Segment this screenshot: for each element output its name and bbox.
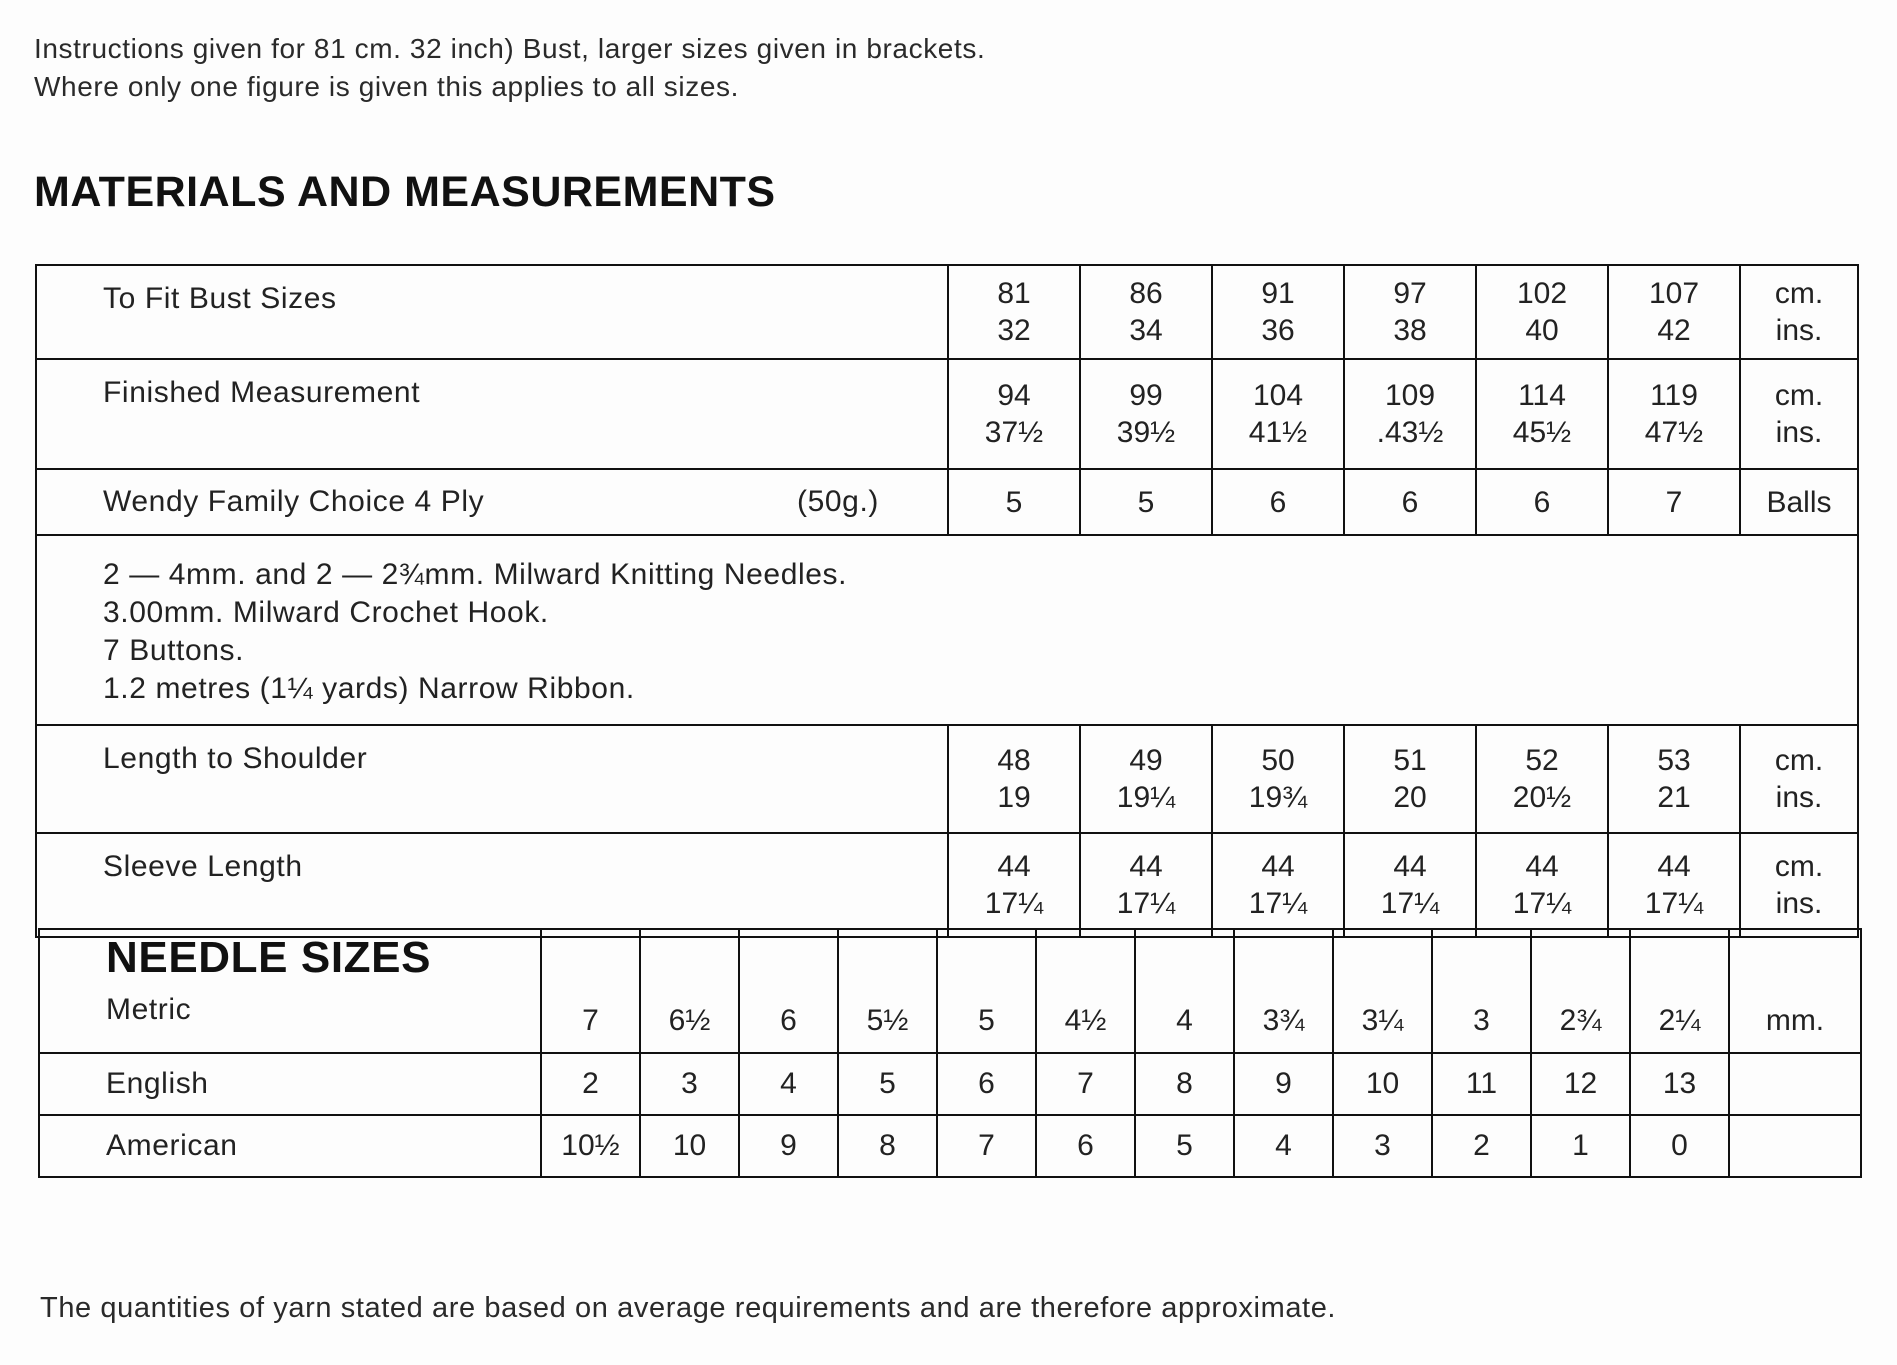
finished-cm-value: 109 [1384,379,1436,412]
section-heading: MATERIALS AND MEASUREMENTS [34,168,776,216]
bust-value-cell [1212,265,1344,359]
bust-value-cell [1608,265,1740,359]
needle-sizes-table [38,928,1862,1178]
metric-label: Metric [106,993,192,1026]
finished-label: Finished Measurement [36,359,948,469]
shoulder-cm-value: 50 [1261,744,1295,777]
finished-unit-cell [1740,359,1858,469]
yarn-label-cell [36,469,948,535]
row-english [39,1053,1861,1115]
intro-text [34,30,985,106]
finished-cm-value: 114 [1518,379,1566,412]
finished-cm-value: 104 [1252,379,1304,412]
sleeve-value-cell [1344,833,1476,937]
materials-list [36,535,1858,725]
bust-ins-value: 40 [1525,314,1559,347]
sleeve-label: Sleeve Length [36,833,948,937]
shoulder-cm-value: 48 [997,744,1031,777]
english-size: 9 [1234,1053,1333,1115]
row-american [39,1115,1861,1177]
metric-size: 3 [1432,929,1531,1053]
english-size: 6 [937,1053,1036,1115]
bust-value-cell [1344,265,1476,359]
bust-cm-value: 91 [1261,277,1295,310]
bust-value-cell [1476,265,1608,359]
metric-size: 3¾ [1234,929,1333,1053]
american-size: 1 [1531,1115,1630,1177]
bust-unit-cell [1740,265,1858,359]
american-size: 8 [838,1115,937,1177]
shoulder-ins-value: 19¾ [1248,781,1308,814]
american-size: 7 [937,1115,1036,1177]
sleeve-cm-value: 44 [1525,850,1559,883]
sleeve-cm-value: 44 [1657,850,1691,883]
shoulder-cm-value: 53 [1657,744,1691,777]
bust-unit-cm: cm. [1774,277,1824,310]
metric-size: 7 [541,929,640,1053]
materials-item: 7 Buttons. [103,634,245,667]
bust-cm-value: 97 [1393,277,1427,310]
footer-note: The quantities of yarn stated are based on average requirements and are therefore approximate. [40,1292,1337,1324]
materials-item: 3.00mm. Milward Crochet Hook. [103,596,549,629]
yarn-balls-value: 7 [1608,469,1740,535]
finished-ins-value: 39½ [1116,416,1176,449]
sleeve-cm-value: 44 [1393,850,1427,883]
metric-size: 6 [739,929,838,1053]
finished-cm-value: 94 [997,379,1031,412]
row-yarn [36,469,1858,535]
yarn-weight: (50g.) [797,485,879,518]
yarn-balls-value: 6 [1344,469,1476,535]
sleeve-value-cell [1476,833,1608,937]
bust-ins-value: 36 [1261,314,1295,347]
intro-line-2: Where only one figure is given this applies to all sizes. [34,71,739,102]
row-bust [36,265,1858,359]
measurements-table [35,264,1859,938]
needle-sizes-title: NEEDLE SIZES [106,933,432,982]
finished-ins-value: 47½ [1644,416,1704,449]
sleeve-ins-value: 17¼ [984,887,1044,920]
bust-value-cell [1080,265,1212,359]
american-size: 3 [1333,1115,1432,1177]
english-size: 3 [640,1053,739,1115]
bust-cm-value: 102 [1516,277,1568,310]
sleeve-value-cell [1080,833,1212,937]
shoulder-label: Length to Shoulder [36,725,948,833]
finished-value-cell [1608,359,1740,469]
sleeve-ins-value: 17¼ [1512,887,1572,920]
american-size: 2 [1432,1115,1531,1177]
sleeve-cm-value: 44 [997,850,1031,883]
english-size: 4 [739,1053,838,1115]
metric-size: 6½ [640,929,739,1053]
bust-value-cell [948,265,1080,359]
shoulder-ins-value: 20 [1393,781,1427,814]
shoulder-value-cell [948,725,1080,833]
english-size: 11 [1432,1053,1531,1115]
shoulder-cm-value: 52 [1525,744,1559,777]
metric-size: 4½ [1036,929,1135,1053]
shoulder-ins-value: 21 [1657,781,1691,814]
metric-unit: mm. [1729,929,1861,1053]
american-size: 5 [1135,1115,1234,1177]
sleeve-value-cell [1608,833,1740,937]
american-unit-empty [1729,1115,1861,1177]
metric-size: 2¼ [1630,929,1729,1053]
yarn-balls-value: 5 [948,469,1080,535]
metric-size: 5½ [838,929,937,1053]
american-size: 6 [1036,1115,1135,1177]
bust-cm-value: 86 [1129,277,1163,310]
american-size: 9 [739,1115,838,1177]
sleeve-ins-value: 17¼ [1116,887,1176,920]
yarn-unit: Balls [1740,469,1858,535]
bust-label: To Fit Bust Sizes [36,265,948,359]
sleeve-ins-value: 17¼ [1380,887,1440,920]
shoulder-ins-value: 20½ [1512,781,1572,814]
bust-ins-value: 38 [1393,314,1427,347]
finished-value-cell [1476,359,1608,469]
american-label: American [39,1115,541,1177]
shoulder-cm-value: 51 [1393,744,1427,777]
shoulder-value-cell [1212,725,1344,833]
american-size: 10½ [541,1115,640,1177]
bust-ins-value: 32 [997,314,1031,347]
finished-ins-value: 45½ [1512,416,1572,449]
metric-size: 5 [937,929,1036,1053]
sleeve-unit-cell [1740,833,1858,937]
shoulder-value-cell [1344,725,1476,833]
row-materials [36,535,1858,725]
bust-ins-value: 42 [1657,314,1691,347]
shoulder-unit-cell [1740,725,1858,833]
materials-item: 1.2 metres (1¼ yards) Narrow Ribbon. [103,672,635,705]
finished-cm-value: 119 [1650,379,1698,412]
bust-unit-ins: ins. [1775,314,1823,347]
metric-size: 4 [1135,929,1234,1053]
american-size: 0 [1630,1115,1729,1177]
english-size: 8 [1135,1053,1234,1115]
finished-unit-cm: cm. [1774,379,1824,412]
sleeve-value-cell [948,833,1080,937]
english-size: 7 [1036,1053,1135,1115]
metric-size: 3¼ [1333,929,1432,1053]
metric-size: 2¾ [1531,929,1630,1053]
english-label: English [39,1053,541,1115]
english-size: 10 [1333,1053,1432,1115]
needle-title-cell [39,929,541,1053]
finished-value-cell [1344,359,1476,469]
sleeve-ins-value: 17¼ [1248,887,1308,920]
finished-value-cell [948,359,1080,469]
finished-unit-ins: ins. [1775,416,1823,449]
sleeve-unit-cm: cm. [1774,850,1824,883]
materials-item: 2 — 4mm. and 2 — 2¾mm. Milward Knitting Needles. [103,558,848,591]
finished-cm-value: 99 [1129,379,1163,412]
finished-ins-value: 41½ [1248,416,1308,449]
shoulder-ins-value: 19 [997,781,1031,814]
american-size: 10 [640,1115,739,1177]
sleeve-ins-value: 17¼ [1644,887,1704,920]
sleeve-value-cell [1212,833,1344,937]
shoulder-unit-cm: cm. [1774,744,1824,777]
english-size: 13 [1630,1053,1729,1115]
english-size: 5 [838,1053,937,1115]
bust-cm-value: 81 [997,277,1031,310]
sleeve-cm-value: 44 [1261,850,1295,883]
bust-ins-value: 34 [1129,314,1163,347]
finished-value-cell [1080,359,1212,469]
finished-ins-value: 37½ [984,416,1044,449]
shoulder-cm-value: 49 [1129,744,1163,777]
shoulder-ins-value: 19¼ [1116,781,1176,814]
english-size: 2 [541,1053,640,1115]
english-size: 12 [1531,1053,1630,1115]
shoulder-unit-ins: ins. [1775,781,1823,814]
yarn-balls-value: 6 [1476,469,1608,535]
yarn-label: Wendy Family Choice 4 Ply [103,485,485,518]
row-shoulder [36,725,1858,833]
shoulder-value-cell [1080,725,1212,833]
american-size: 4 [1234,1115,1333,1177]
yarn-balls-value: 6 [1212,469,1344,535]
shoulder-value-cell [1608,725,1740,833]
row-sleeve [36,833,1858,937]
finished-value-cell [1212,359,1344,469]
row-metric [39,929,1861,1053]
finished-ins-value: .43½ [1376,416,1444,449]
shoulder-value-cell [1476,725,1608,833]
sleeve-unit-ins: ins. [1775,887,1823,920]
yarn-balls-value: 5 [1080,469,1212,535]
english-unit-empty [1729,1053,1861,1115]
row-finished [36,359,1858,469]
bust-cm-value: 107 [1648,277,1700,310]
sleeve-cm-value: 44 [1129,850,1163,883]
intro-line-1: Instructions given for 81 cm. 32 inch) Bust, larger sizes given in brackets. [34,33,986,64]
